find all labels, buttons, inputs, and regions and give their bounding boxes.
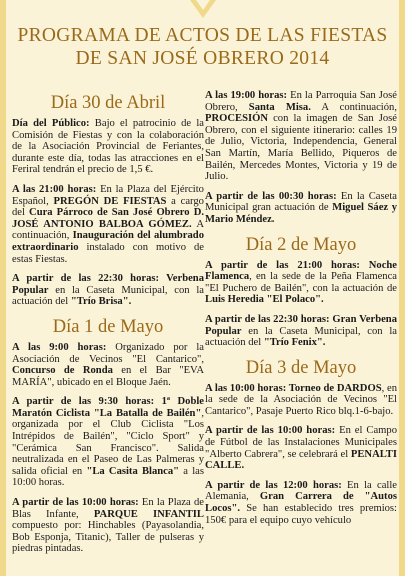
event-text: Bajo el patrocinio de la Comisión de Fiestas y con la colaboración de la Asociación Provincial de Feriantes, durante este día, todas las atracciones en el Feriral tendrán el precio de 1,5 €. xyxy=(12,118,204,176)
event-text: a cargo del xyxy=(12,195,204,219)
event-highlight: "Trío Brisa". xyxy=(70,296,132,308)
event-highlight: PROCESIÓN xyxy=(205,113,268,125)
event-text: en la Caseta Municipal, con la actuación del xyxy=(205,325,397,349)
event-santa-misa xyxy=(205,90,397,183)
day-heading-30-abril: Día 30 de Abril xyxy=(50,93,166,113)
page-border-right xyxy=(399,0,405,576)
event-text: Se han establecido tres premios: 150€ para el equipo cuyo vehículo xyxy=(205,503,397,526)
event-lead: Día del Público: xyxy=(12,118,90,129)
event-text: A continuación, xyxy=(12,218,204,242)
event-text: , en la sede de la Peña Flamenca "El Puchero de Bailén", con la actuación de xyxy=(205,271,397,294)
event-highlight: PREGÓN DE FIESTAS xyxy=(53,195,167,207)
event-lead: A partir de las 22:30 horas: Gran Verbena Popular xyxy=(205,313,397,337)
event-highlight: Concurso de Ronda xyxy=(12,365,113,377)
event-text: compuesto por: Hinchables (Payasolandia, Bob Esponja, Titanic), Taller de pulseras y piedras pintadas. xyxy=(12,520,204,555)
event-text: instalado con motivo de estas Fiestas. xyxy=(12,241,204,265)
event-verbena-popular xyxy=(12,273,204,308)
event-lead: A partir de las 21:00 horas: Noche Flamenca xyxy=(205,259,397,283)
event-text: En la Plaza del Ejército Español, xyxy=(12,183,204,207)
right-column xyxy=(205,90,397,534)
page-title xyxy=(0,24,405,70)
event-highlight: Cura Párroco de San José Obrero D. JOSÉ ANTONIO BALBOA GÓMEZ. xyxy=(12,207,204,230)
event-concurso-de-ronda xyxy=(12,342,204,388)
day-heading-3-mayo: Día 3 de Mayo xyxy=(245,357,357,378)
event-highlight: PARQUE INFANTIL xyxy=(93,508,204,520)
event-text: , en la sede de la Asociación de Vecinos "El Cantarico", Pasaje Puerto Rico blq.1-6-bajo. xyxy=(205,382,397,417)
event-text: a las 10:00 horas. xyxy=(12,465,204,489)
event-text: , organizada por el Club Ciclista "Los Intrépidos de Bailén", "Ciclo Sport" y "Cerámica San Francisco". Salida neutralizada en el Paseo de Las Palmeras y salida oficial en xyxy=(12,407,204,477)
event-text: A continuación, xyxy=(310,101,397,113)
event-noche-flamenca xyxy=(205,260,397,306)
event-lead: A las 19:00 horas: xyxy=(205,90,288,101)
event-highlight: PENALTI CALLE. xyxy=(205,448,397,472)
left-column xyxy=(12,90,204,563)
event-highlight: Gran Carrera de "Autos Locos". xyxy=(205,491,397,515)
page-border-left xyxy=(0,0,6,576)
event-lead: A partir de las 12:00 horas: xyxy=(205,479,342,491)
event-highlight: "Trío Fenix". xyxy=(263,337,326,349)
event-lead: A partir de las 10:00 horas: xyxy=(205,425,336,437)
event-lead: A partir de las 10:00 horas: xyxy=(12,497,139,509)
event-lead: A las 9:00 horas: xyxy=(12,341,107,353)
event-text: En la Plaza de Blas Infante, xyxy=(12,497,204,520)
event-highlight: Inauguración del alumbrado extraordinario xyxy=(12,230,204,253)
event-penalti-calle xyxy=(205,425,397,471)
event-text: en el Bar "EVA MARÍA", ubicado en el Bloque Jaén. xyxy=(12,365,204,388)
title-line-1: PROGRAMA DE ACTOS DE LAS FIESTAS xyxy=(17,25,388,46)
event-lead: A partir de las 22:30 horas: Verbena Popular xyxy=(12,273,204,296)
event-text: En el Campo de Fútbol de las Instalaciones Municipales "Alberto Cabrera", se celebrará el xyxy=(205,425,397,460)
event-parque-infantil xyxy=(12,497,204,555)
event-highlight: "La Casita Blanca" xyxy=(86,465,180,477)
event-text: En la calle Alemania, xyxy=(205,479,397,503)
event-highlight: Luis Heredia "El Polaco". xyxy=(205,294,324,306)
event-text: En la Parroquia San José Obrero, xyxy=(205,90,397,113)
event-highlight: Miguel Sáez y Mario Méndez. xyxy=(205,202,397,225)
event-text: con la imagen de San José Obrero, con el siguiente itinerario: calles 19 de Julio, Victoria, Independencia, General San Martín, María Bellido, Piqueros de Bailén, Mercedes Montes, Victoria y 19 de Julio. xyxy=(205,113,397,183)
title-line-2: DE SAN JOSÉ OBRERO 2014 xyxy=(75,48,330,69)
top-ornament-icon xyxy=(190,0,216,20)
event-torneo-dardos xyxy=(205,383,397,418)
event-pregon xyxy=(12,184,204,265)
event-dia-del-publico xyxy=(12,118,204,176)
day-heading-1-mayo: Día 1 de Mayo xyxy=(52,316,164,337)
event-text: en la Caseta Municipal, con la actuación del xyxy=(12,284,204,308)
event-text: En la Caseta Municipal gran actuación de xyxy=(205,190,397,214)
event-gran-verbena xyxy=(205,314,397,349)
event-text: Organizado por la Asociación de Vecinos "El Cantarico", xyxy=(12,341,204,365)
event-lead: A las 21:00 horas: xyxy=(12,183,97,195)
event-maraton-ciclista xyxy=(12,396,204,489)
event-highlight: Santa Misa. xyxy=(248,101,311,113)
day-heading-2-mayo: Día 2 de Mayo xyxy=(245,234,357,255)
event-actuacion-caseta xyxy=(205,191,397,226)
event-lead: A partir de las 9:30 horas: 1ª Doble Maratón Ciclista "La Batalla de Bailén" xyxy=(12,396,204,419)
event-lead: A partir de las 00:30 horas: xyxy=(205,190,337,202)
event-lead: A las 10:00 horas: Torneo de DARDOS xyxy=(205,382,382,394)
event-autos-locos xyxy=(205,480,397,526)
